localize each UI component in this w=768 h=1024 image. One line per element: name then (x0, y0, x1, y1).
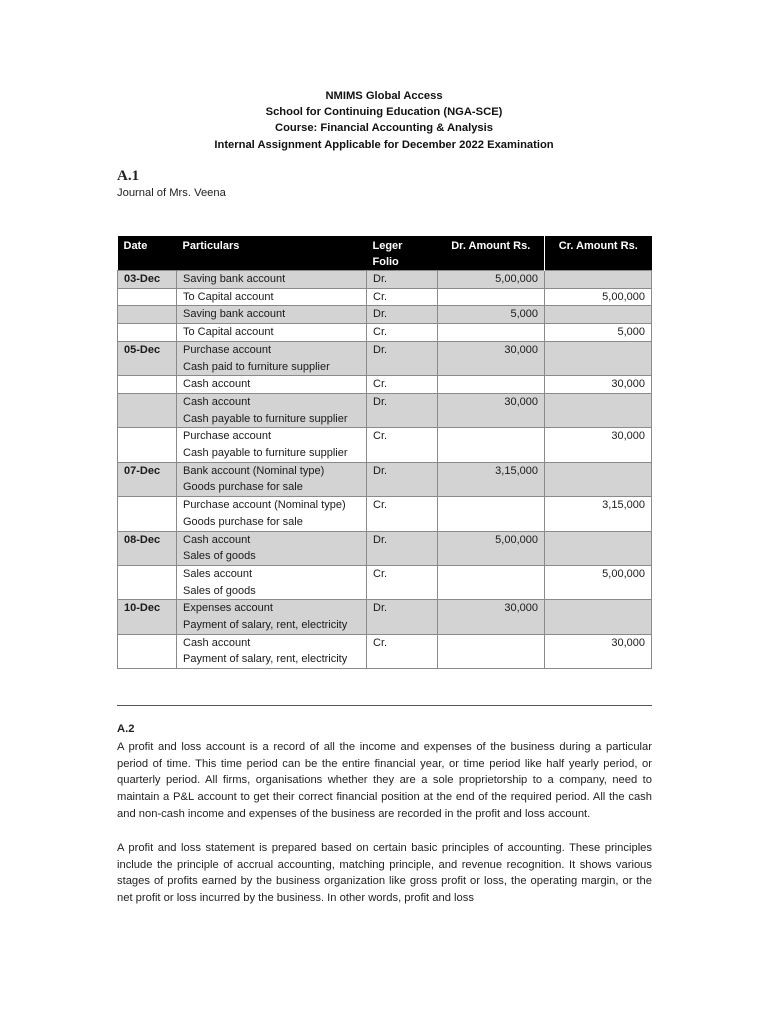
cell-date: 07-Dec (118, 462, 177, 496)
cell-particulars (177, 393, 367, 427)
cell-cr-amount: 30,000 (545, 428, 652, 462)
cell-ledger-folio: Cr. (367, 376, 438, 394)
cell-cr-amount (545, 393, 652, 427)
particulars-account: To Capital account (183, 326, 274, 339)
cell-dr-amount: 30,000 (438, 393, 545, 427)
cell-date: 10-Dec (118, 600, 177, 634)
journal-row (118, 376, 652, 394)
cell-date (118, 324, 177, 342)
cell-ledger-folio: Cr. (367, 497, 438, 531)
cell-particulars (177, 376, 367, 394)
cell-cr-amount (545, 341, 652, 375)
journal-table (117, 236, 652, 669)
journal-row (118, 531, 652, 565)
cell-particulars (177, 341, 367, 375)
journal-row (118, 600, 652, 634)
journal-row (118, 497, 652, 531)
a2-paragraph-1: A profit and loss account is a record of all the income and expenses of the business during a particular period of time. This time period can be the entire financial year, or time period like half yearly period, or quarterly period. All firms, organisations whether they are a sole proprietorship to a company, need to maintain a P&L account to get their correct financial position at the end of the required period. All the cash and non-cash income and expenses of the business are recorded in the profit and loss account. (117, 741, 652, 820)
cell-particulars (177, 462, 367, 496)
cell-ledger-folio: Cr. (367, 565, 438, 599)
journal-header-row (118, 236, 652, 271)
cell-cr-amount: 5,00,000 (545, 565, 652, 599)
cell-particulars (177, 600, 367, 634)
cell-particulars (177, 497, 367, 531)
cell-ledger-folio: Dr. (367, 531, 438, 565)
particulars-account: Saving bank account (183, 273, 286, 285)
journal-row (118, 324, 652, 342)
cell-ledger-folio: Cr. (367, 634, 438, 668)
particulars-narration: Cash payable to furniture supplier (183, 412, 348, 425)
document-header (0, 88, 768, 153)
cell-dr-amount: 30,000 (438, 600, 545, 634)
particulars-account: Saving bank account (183, 308, 286, 321)
cell-dr-amount (438, 376, 545, 394)
col-header-ledger-line1: Leger (372, 240, 403, 252)
journal-subtitle: Journal of Mrs. Veena (117, 187, 226, 199)
cell-cr-amount (545, 600, 652, 634)
journal-row (118, 462, 652, 496)
cell-cr-amount: 3,15,000 (545, 497, 652, 531)
section-a1-heading: A.1 (117, 168, 140, 184)
cell-date (118, 288, 177, 306)
cell-dr-amount (438, 324, 545, 342)
cell-dr-amount (438, 565, 545, 599)
journal-row (118, 428, 652, 462)
school-name: School for Continuing Education (NGA-SCE) (265, 106, 503, 119)
cell-particulars (177, 271, 367, 289)
journal-row (118, 288, 652, 306)
cell-cr-amount (545, 271, 652, 289)
particulars-account: Purchase account (Nominal type) (183, 499, 346, 512)
cell-dr-amount: 5,00,000 (438, 531, 545, 565)
particulars-narration: Payment of salary, rent, electricity (183, 619, 348, 632)
cell-particulars (177, 428, 367, 462)
cell-ledger-folio: Dr. (367, 306, 438, 324)
cell-particulars (177, 288, 367, 306)
particulars-narration: Payment of salary, rent, electricity (183, 653, 348, 666)
cell-ledger-folio: Cr. (367, 288, 438, 306)
cell-date (118, 428, 177, 462)
cell-date (118, 393, 177, 427)
cell-ledger-folio: Cr. (367, 324, 438, 342)
particulars-account: Cash account (183, 378, 251, 391)
particulars-account: Expenses account (183, 602, 273, 615)
course-name: Course: Financial Accounting & Analysis (275, 122, 493, 135)
cell-date (118, 306, 177, 324)
cell-ledger-folio: Dr. (367, 341, 438, 375)
institution-name: NMIMS Global Access (325, 90, 443, 102)
particulars-narration: Goods purchase for sale (183, 481, 303, 494)
cell-particulars (177, 324, 367, 342)
cell-dr-amount (438, 497, 545, 531)
cell-particulars (177, 634, 367, 668)
cell-dr-amount: 30,000 (438, 341, 545, 375)
particulars-narration: Cash paid to furniture supplier (183, 360, 330, 373)
cell-cr-amount (545, 462, 652, 496)
cell-date (118, 634, 177, 668)
cell-particulars (177, 531, 367, 565)
cell-particulars (177, 565, 367, 599)
journal-body (118, 271, 652, 669)
cell-ledger-folio: Dr. (367, 462, 438, 496)
cell-date: 08-Dec (118, 531, 177, 565)
col-header-cr-amount: Cr. Amount Rs. (545, 236, 652, 271)
assignment-title: Internal Assignment Applicable for December 2022 Examination (214, 138, 554, 151)
particulars-account: Cash account (183, 636, 251, 649)
cell-dr-amount: 3,15,000 (438, 462, 545, 496)
journal-row (118, 634, 652, 668)
cell-cr-amount (545, 531, 652, 565)
particulars-account: Sales account (183, 567, 253, 580)
cell-cr-amount: 5,000 (545, 324, 652, 342)
col-header-date: Date (118, 236, 177, 271)
particulars-account: Purchase account (183, 343, 272, 356)
journal-row (118, 341, 652, 375)
cell-ledger-folio: Dr. (367, 271, 438, 289)
section-divider (117, 705, 652, 706)
cell-dr-amount: 5,000 (438, 306, 545, 324)
cell-ledger-folio: Cr. (367, 428, 438, 462)
particulars-narration: Sales of goods (183, 584, 256, 597)
cell-dr-amount (438, 288, 545, 306)
journal-row (118, 393, 652, 427)
cell-dr-amount (438, 634, 545, 668)
col-header-particulars: Particulars (177, 236, 367, 271)
particulars-account: Purchase account (183, 430, 272, 443)
col-header-dr-amount: Dr. Amount Rs. (438, 236, 545, 271)
a2-paragraph-2: A profit and loss statement is prepared based on certain basic principles of accounting. These principles include the principle of accrual accounting, matching principle, and revenue recognition. It shows various stages of profits earned by the business organization like gross profit or loss, the operating margin, or the net profit or loss incurred by the business. In other words, profit and loss (117, 842, 652, 905)
particulars-narration: Goods purchase for sale (183, 515, 303, 528)
cell-date (118, 497, 177, 531)
section-a2-heading: A.2 (117, 723, 135, 735)
journal-row (118, 565, 652, 599)
cell-dr-amount (438, 428, 545, 462)
particulars-account: Cash account (183, 533, 251, 546)
journal-row (118, 271, 652, 289)
cell-cr-amount: 30,000 (545, 634, 652, 668)
cell-ledger-folio: Dr. (367, 600, 438, 634)
cell-dr-amount: 5,00,000 (438, 271, 545, 289)
cell-cr-amount: 30,000 (545, 376, 652, 394)
cell-date (118, 565, 177, 599)
particulars-account: To Capital account (183, 290, 274, 303)
cell-date: 05-Dec (118, 341, 177, 375)
col-header-ledger-folio (367, 236, 438, 271)
cell-date (118, 376, 177, 394)
cell-date: 03-Dec (118, 271, 177, 289)
cell-ledger-folio: Dr. (367, 393, 438, 427)
cell-particulars (177, 306, 367, 324)
col-header-ledger-line2: Folio (372, 256, 399, 268)
particulars-account: Cash account (183, 395, 251, 408)
particulars-narration: Sales of goods (183, 550, 256, 563)
journal-row (118, 306, 652, 324)
cell-cr-amount: 5,00,000 (545, 288, 652, 306)
cell-cr-amount (545, 306, 652, 324)
particulars-narration: Cash payable to furniture supplier (183, 447, 348, 460)
particulars-account: Bank account (Nominal type) (183, 464, 325, 477)
